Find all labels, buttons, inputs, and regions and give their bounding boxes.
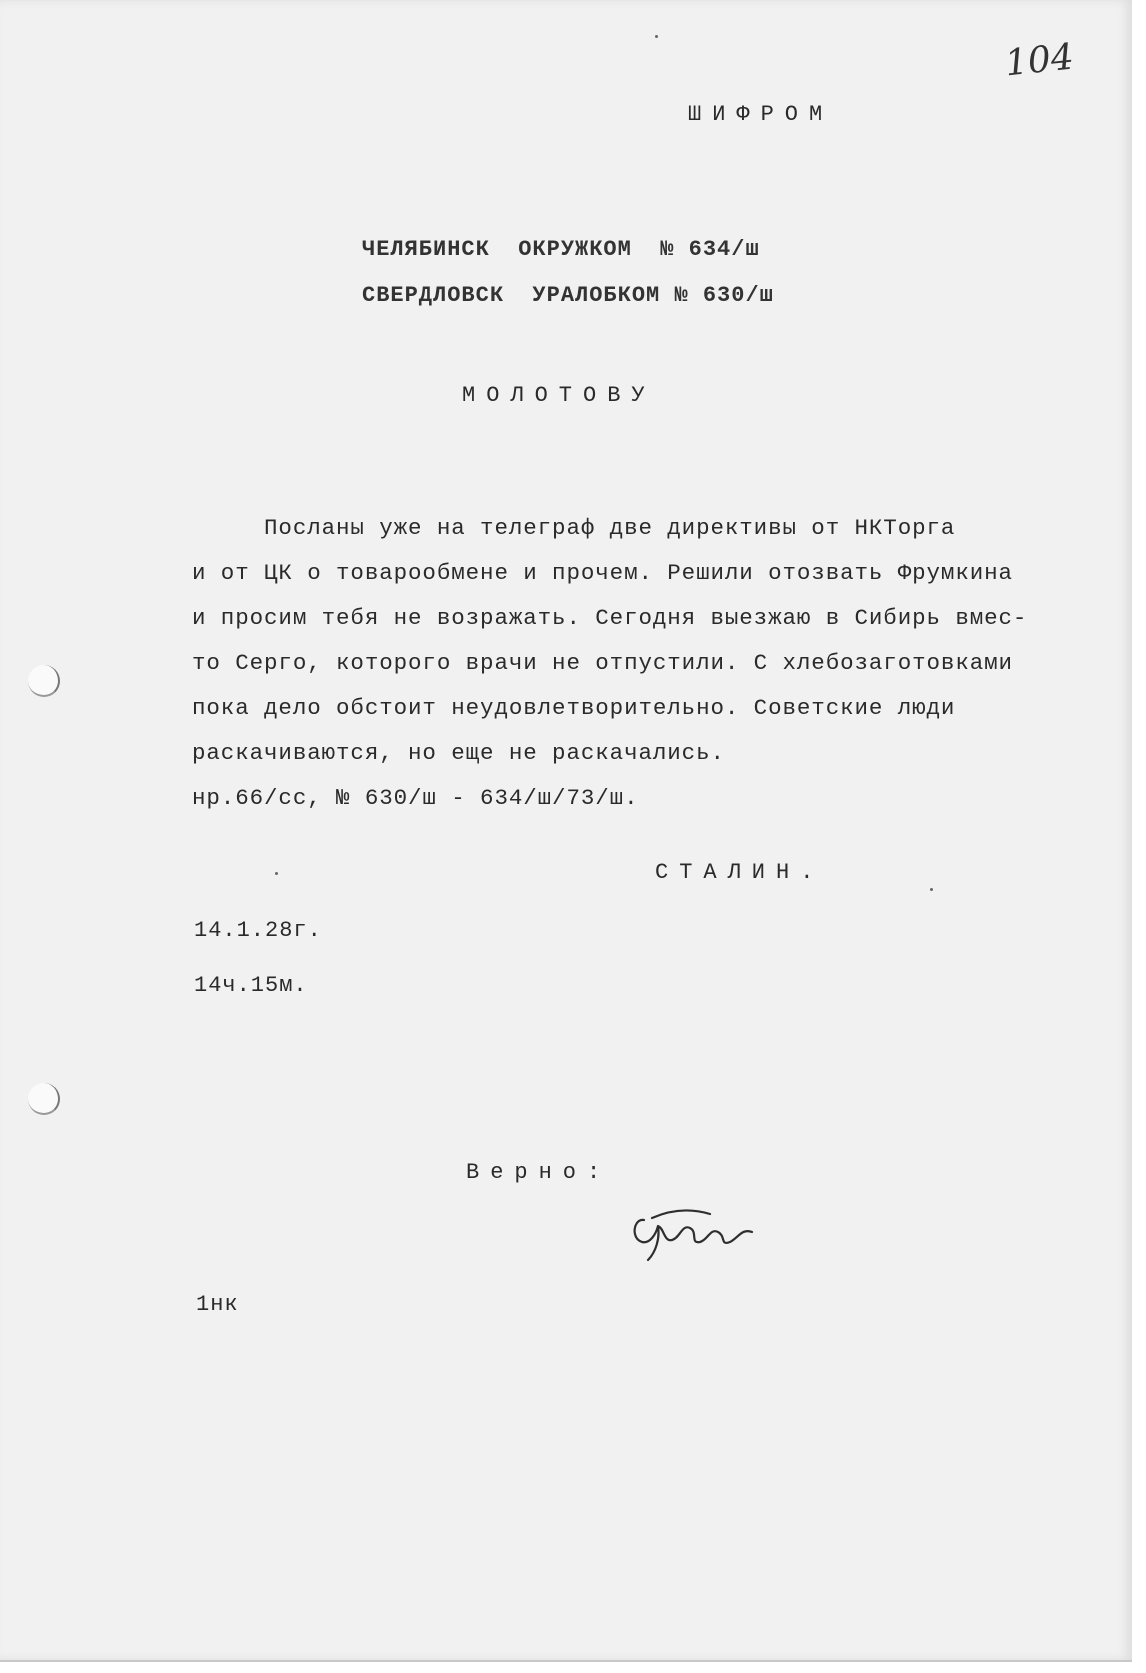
- scan-speck: [930, 888, 933, 891]
- body-line: и от ЦК о товарообмене и прочем. Решили отозвать Фрумкина: [192, 560, 1013, 586]
- recipient-line-1: ЧЕЛЯБИНСК ОКРУЖКОМ № 634/ш: [362, 237, 760, 262]
- body-line: Посланы уже на телеграф две директивы от НКТорга: [192, 515, 956, 541]
- body-line: то Серго, которого врачи не отпустили. С хлебозаготовками: [192, 650, 1013, 676]
- footer-code: 1нк: [196, 1292, 239, 1317]
- scan-speck: [655, 35, 658, 38]
- body-line: и просим тебя не возражать. Сегодня выезжаю в Сибирь вмес-: [192, 605, 1028, 631]
- document-date: 14.1.28г.: [194, 918, 322, 943]
- punch-hole-bottom: [28, 1083, 60, 1115]
- scan-speck: [275, 872, 278, 875]
- body-line: раскачиваются, но еще не раскачались.: [192, 740, 725, 766]
- scan-edge: [1132, 0, 1146, 1673]
- document-time: 14ч.15м.: [194, 973, 308, 998]
- addressee: МОЛОТОВУ: [462, 383, 656, 408]
- certification-label: Верно:: [466, 1160, 612, 1185]
- recipient-line-2: СВЕРДЛОВСК УРАЛОБКОМ № 630/ш: [362, 283, 774, 308]
- punch-hole-top: [28, 665, 60, 697]
- reference-line: нр.66/сс, № 630/ш - 634/ш/73/ш.: [192, 785, 639, 811]
- handwritten-signature-icon: [630, 1198, 770, 1270]
- sender-signature: СТАЛИН.: [655, 860, 825, 885]
- body-line: пока дело обстоит неудовлетворительно. Советские люди: [192, 695, 956, 721]
- header-label: ШИФРОМ: [688, 102, 834, 127]
- archive-page-number: 104: [1003, 36, 1076, 85]
